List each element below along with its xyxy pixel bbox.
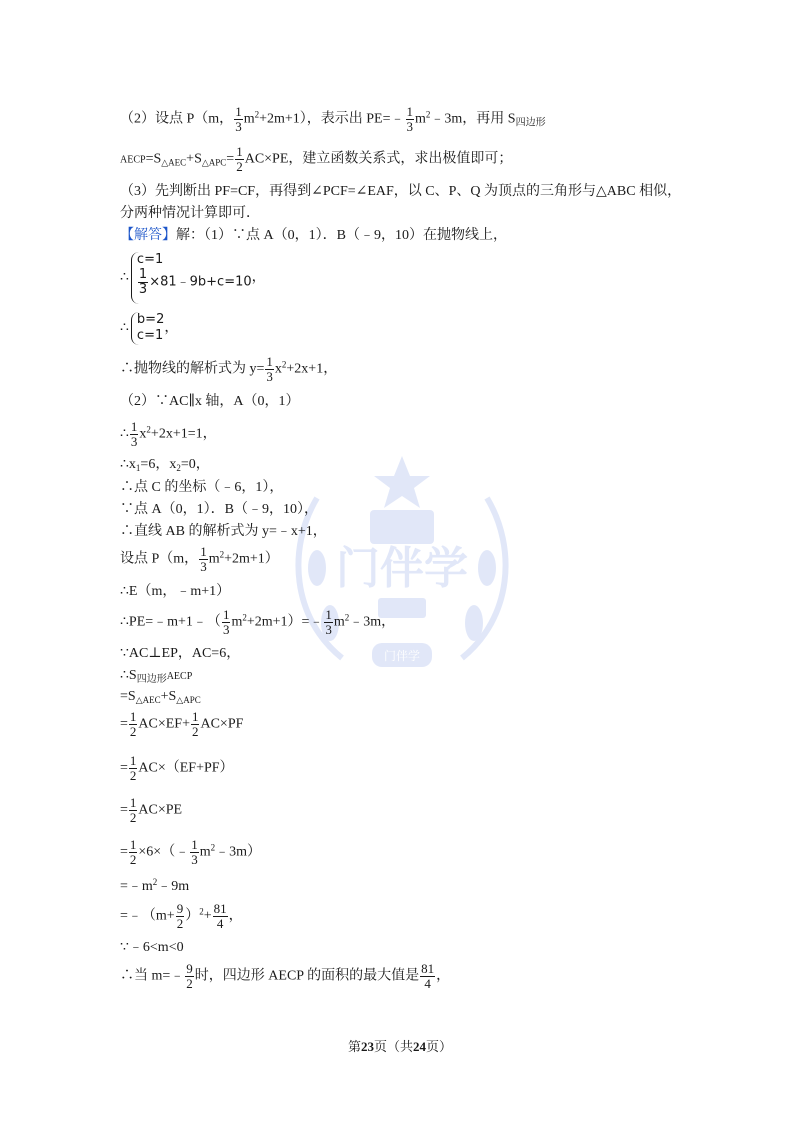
analysis-line-4: 分两种情况计算即可．: [120, 206, 260, 221]
fraction: $\frac{1}{3}$: [235, 104, 242, 134]
solution-line-22: = $\frac{1}{2}$ AC×（EF+PF）: [120, 753, 234, 783]
fraction: $\frac{9}{2}$: [176, 901, 184, 931]
fraction: $\frac{1}{2}$: [236, 144, 243, 174]
fraction: $\frac{1}{3}$: [325, 607, 332, 637]
solution-line-14: ∴直线 AB 的解析式为 y=﹣x+1，: [120, 524, 327, 539]
fraction: $\frac{9}{2}$: [186, 961, 193, 991]
solution-line-11: $\therefore x_1=6$，$x_2=0$，: [120, 457, 210, 473]
solution-line-25: $=﹣m^2﹣9m$: [120, 877, 190, 894]
fraction: $\frac{1}{3}$: [406, 104, 413, 134]
solution-line-21: = $\frac{1}{2}$ AC×EF+ $\frac{1}{2}$ AC×PF: [120, 709, 244, 739]
solution-line-16: ∴E（m，﹣m+1）: [120, 584, 231, 599]
equation-system-2: ∴ b=2 c=1 ，: [120, 312, 179, 344]
fraction: $\frac{1}{3}$: [130, 419, 138, 449]
solution-line-23: = $\frac{1}{2}$ AC×PE: [120, 795, 183, 825]
solution-line-13: ∵点 A（0，1）．B（﹣9，10），: [120, 502, 318, 517]
fraction: $\frac{1}{2}$: [129, 795, 137, 825]
solution-line-28: ∴当 m=﹣ $\frac{9}{2}$ 时，四边形 AECP 的面积的最大值是 $\frac{81}{4}$ ，: [120, 961, 451, 991]
solution-line-12: ∴点 C 的坐标（﹣6，1），: [120, 480, 284, 495]
fraction: $\frac{1}{2}$: [191, 709, 199, 739]
fraction: $\frac{81}{4}$: [421, 961, 435, 991]
watermark-brand: 门伴学: [336, 543, 468, 594]
fraction: $\frac{1}{3}$: [266, 354, 273, 384]
solution-line-15: 设点 P（m， $\frac{1}{3}$ $m^2+2m+1$）: [120, 544, 279, 574]
fraction: $\frac{1}{2}$: [129, 837, 137, 867]
solution-line-18: ∵AC⊥EP，AC=6，: [120, 646, 241, 661]
fraction: $\frac{1}{3}$: [138, 267, 148, 297]
fraction: $\frac{1}{2}$: [129, 709, 137, 739]
watermark-badge: 门伴学: [383, 649, 421, 663]
fraction: $\frac{1}{3}$: [200, 544, 207, 574]
fraction: $\frac{81}{4}$: [213, 901, 227, 931]
page-total: 24: [413, 1039, 426, 1054]
solution-line-20: $=S_{\triangle AEC}+S_{\triangle APC}$: [120, 689, 201, 705]
solution-line-24: = $\frac{1}{2}$ ×6×（﹣ $\frac{1}{3}$ $m^2﹣3m$）: [120, 837, 261, 867]
solution-line-1: 【解答】解：（1）∵点 A（0，1）．B（﹣9，10）在抛物线上，: [120, 228, 507, 243]
solution-line-10: ∴ $\frac{1}{3}$ $x^2+2x+1=1$，: [120, 419, 217, 449]
fraction: $\frac{1}{3}$: [191, 837, 198, 867]
solution-line-17: ∴PE=﹣m+1﹣（ $\frac{1}{3}$ $m^2+2m+1)=﹣$ $\frac{1}{3}$ $m^2﹣3m$，: [120, 607, 396, 637]
page-footer: 第23页（共24页）: [347, 1039, 453, 1054]
answer-tag: 【解答】: [120, 228, 176, 243]
page-number: 23: [360, 1039, 374, 1054]
analysis-line-3: （3）先判断出 PF=CF，再得到∠PCF=∠EAF，以 C、P、Q 为顶点的三角形与△ABC 相似，: [120, 184, 682, 199]
analysis-line-2: $AECP=S_{\triangle AEC}+S_{\triangle APC}=$ $\frac{1}{2}$ AC×PE，建立函数关系式，求出极值即可；: [120, 144, 513, 174]
analysis-line-1: （2）设点 P（m， $\frac{1}{3}$ $m^2+2m+1$），表示出 PE=﹣ $\frac{1}{3}$ $m^2﹣3m$，再用 $S_{四边形}$: [120, 104, 546, 134]
solution-line-parabola: ∴抛物线的解析式为 y= $\frac{1}{3}$ $x^2+2x+1$，: [120, 354, 338, 384]
fraction: $\frac{1}{3}$: [222, 607, 230, 637]
solution-line-26: =﹣（m+ $\frac{9}{2}$ ）$^2$+ $\frac{81}{4}$ ，: [120, 901, 243, 931]
watermark-logo: [272, 448, 532, 698]
solution-line-27: ∵﹣6<m<0: [120, 940, 184, 955]
solution-line-19: $\therefore S_{四边形}AECP$: [120, 668, 193, 685]
equation-system-1: ∴ c=1 $\frac{1}{3}$ ×81﹣9b+c=10 ，: [120, 252, 266, 304]
solution-line-9: （2）∵AC∥x 轴，A（0，1）: [120, 394, 300, 409]
fraction: $\frac{1}{2}$: [129, 753, 137, 783]
